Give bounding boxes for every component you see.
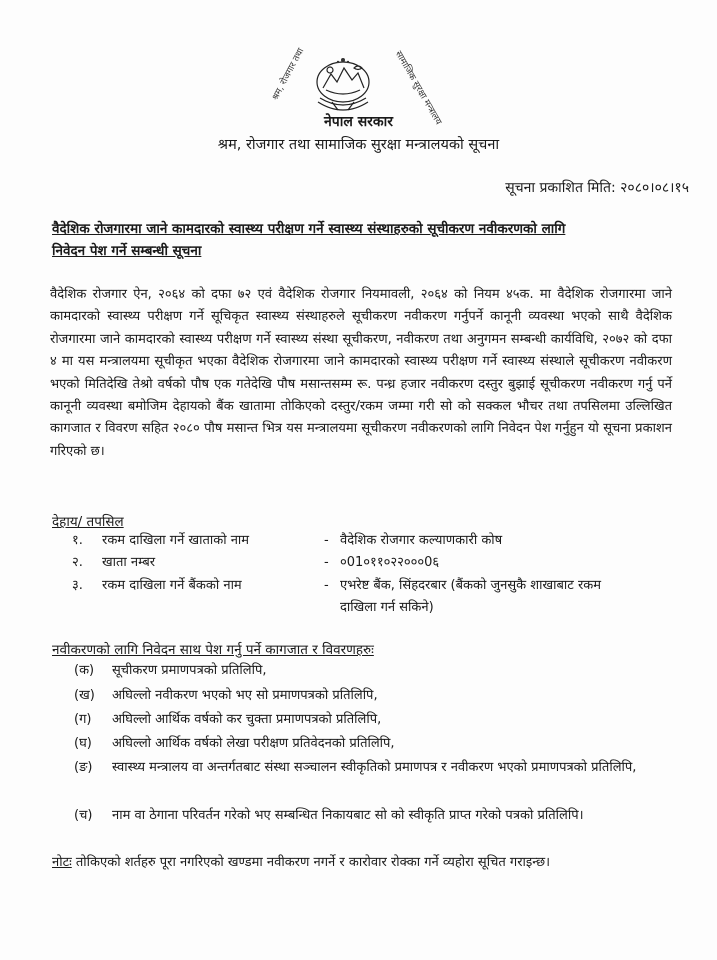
note-label: नोटः	[52, 855, 72, 870]
notice-title-line: निवेदन पेश गर्ने सम्बन्धी सूचना	[52, 243, 202, 259]
document-item-text: अघिल्लो आर्थिक वर्षको लेखा परीक्षण प्रतिवेदनको प्रतिलिपि,	[112, 736, 395, 751]
document-item-mark: (ख)	[74, 688, 95, 703]
details-row-dash: -	[324, 578, 329, 593]
document-item-mark: (ग)	[74, 712, 92, 727]
document-item	[74, 805, 674, 827]
document-item	[74, 660, 674, 682]
details-row-value: ०01०११०२२०००0६	[340, 555, 440, 570]
details-row-number: २.	[72, 555, 83, 570]
document-item-mark: (घ)	[74, 736, 92, 751]
details-row-number: १.	[72, 533, 83, 548]
seal-text-right: सामाजिक सुरक्षा मन्त्रालय	[392, 49, 444, 127]
published-date: सूचना प्रकाशित मिति: २०८०।०८।१५	[505, 180, 689, 196]
note	[52, 852, 692, 870]
details-row-label: रकम दाखिला गर्ने खाताको नाम	[102, 533, 250, 548]
document-item	[74, 685, 674, 707]
details-row-value: वैदेशिक रोजगार कल्याणकारी कोष	[340, 533, 503, 548]
note-text: तोकिएको शर्तहरु पूरा नगरिएको खण्डमा नवीकरण नगर्ने र कारोवार रोक्का गर्ने व्यहोरा सूचित गराइन्छ।	[71, 855, 551, 870]
notice-title-line: वैदेशिक रोजगारमा जाने कामदारको स्वास्थ्य परीक्षण गर्ने स्वास्थ्य संस्थाहरुको सूचीकरण नवीकरणको लागि	[52, 221, 566, 237]
details-row-label: रकम दाखिला गर्ने बैंकको नाम	[102, 578, 242, 593]
seal-text-left: श्रम, रोजगार तथा	[270, 46, 307, 103]
document-item-text: अघिल्लो नवीकरण भएको भए सो प्रमाणपत्रको प्रतिलिपि,	[112, 688, 378, 703]
notice-title	[52, 218, 672, 262]
documents-heading: नवीकरणको लागि निवेदन साथ पेश गर्नु पर्ने कागजात र विवरणहरुः	[52, 642, 374, 658]
document-item	[74, 757, 674, 779]
details-row-dash: -	[324, 533, 329, 548]
document-item	[74, 733, 674, 755]
ministry-notice-heading: श्रम, रोजगार तथा सामाजिक सुरक्षा मन्त्रालयको सूचना	[217, 137, 500, 153]
document-item-mark: (च)	[74, 808, 93, 823]
government-name: नेपाल सरकार	[323, 114, 393, 130]
document-item	[74, 709, 674, 731]
document-item-text: स्वास्थ्य मन्त्रालय वा अन्तर्गतबाट संस्था सञ्चालन स्वीकृतिको प्रमाणपत्र र नवीकरण भएको प्रमाणपत्रको प्रतिलिपि,	[112, 760, 637, 775]
document-item-text: नाम वा ठेगाना परिवर्तन गरेको भए सम्बन्धित निकायबाट सो को स्वीकृति प्राप्त गरेको पत्रको प्रतिलिपि।	[112, 808, 584, 823]
details-heading: देहाय/ तपसिल	[52, 514, 124, 530]
details-row-label: खाता नम्बर	[102, 555, 156, 570]
details-row-dash: -	[324, 555, 329, 570]
document-item-text: सूचीकरण प्रमाणपत्रको प्रतिलिपि,	[112, 663, 267, 678]
document-item-mark: (क)	[74, 663, 95, 678]
document-item-text: अघिल्लो आर्थिक वर्षको कर चुक्ता प्रमाणपत्रको प्रतिलिपि,	[112, 712, 382, 727]
details-row-value: एभरेष्ट बैंक, सिंहदरबार (बैंकको जुनसुकै शाखाबाट रकम दाखिला गर्न सकिने)	[340, 578, 602, 615]
notice-body-paragraph: वैदेशिक रोजगार ऐन, २०६४ को दफा ७२ एवं वैदेशिक रोजगार नियमावली, २०६४ को नियम ४५क. मा वैदेशिक रोजगारमा जाने कामदारको स्वास्थ्य परीक्षण गर्ने सूचिकृत स्वास्थ्य संस्थाहरुले सूचीकरण नवीकरण गर्नुपर्ने कानूनी व्यवस्था भएको साथै वैदेशिक रोजगारमा जाने कामदारको स्वास्थ्य परीक्षण गर्ने स्वास्थ्य संस्था सूचीकरण, नवीकरण तथा अनुगमन सम्बन्धी कार्यविधि, २०७२ को दफा ४ मा यस मन्त्रालयमा सूचीकृत भएका वैदेशिक रोजगारमा जाने कामदारको स्वास्थ्य परीक्षण गर्ने स्वास्थ्य संस्थाले सूचीकरण नवीकरण भएको मितिदेखि तेश्रो वर्षको पौष एक गतेदेखि पौष मसान्तसम्म रू. पन्ध्र हजार नवीकरण दस्तुर बुझाई सूचीकरण नवीकरण गर्नु पर्ने कानूनी व्यवस्था बमोजिम देहायको बैंक खातामा तोकिएको दस्तुर/रकम जम्मा गरी सो को सक्कल भौचर तथा तपसिलमा उल्लिखित कागजात र विवरण सहित २०८० पौष मसान्त भित्र यस मन्त्रालयमा सूचीकरण नवीकरणको लागि निवेदन पेश गर्नुहुन यो सूचना प्रकाशन गरिएको छ।	[50, 287, 672, 459]
document-item-mark: (ङ)	[74, 760, 93, 775]
details-row-number: ३.	[72, 578, 83, 593]
